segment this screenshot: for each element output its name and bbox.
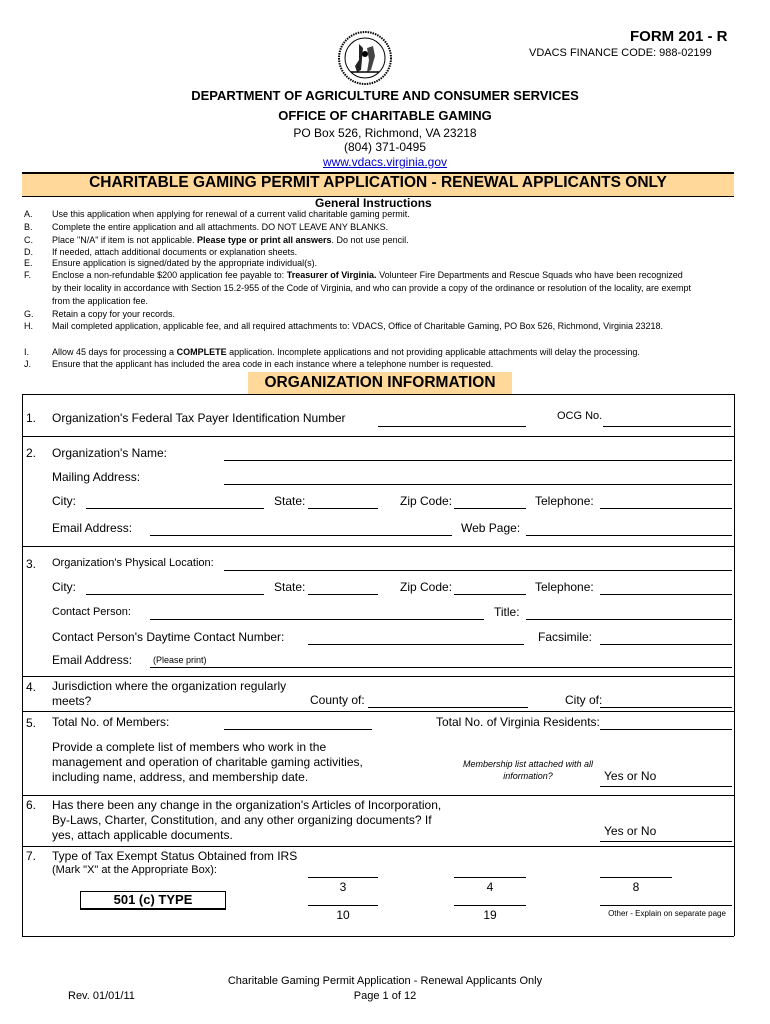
facsimile-label: Facsimile: [538,630,593,644]
state-label: State: [274,494,306,508]
contact-label: Contact Person: [52,606,131,618]
members-line3: including name, address, and membership date. [52,770,309,784]
cityof-label: City of: [565,693,603,707]
instr-letter: B. [24,222,33,232]
va-residents-label: Total No. of Virginia Residents: [436,715,600,729]
q1-label: Organization's Federal Tax Payer Identification Number [52,411,346,425]
membership-yes-no-input[interactable] [600,786,732,787]
type-3-checkbox[interactable] [308,877,378,878]
city-input[interactable] [86,508,264,509]
frame-left [22,394,23,936]
q5-number: 5. [26,716,37,730]
total-members-input[interactable] [224,729,372,730]
instructions-heading: General Instructions [315,196,432,210]
instr-letter: E. [24,258,33,268]
attached-line1: Membership list attached with all [462,759,594,769]
q5-label: Total No. of Members: [52,715,170,729]
mailing-address-input[interactable] [224,484,732,485]
state-input[interactable] [308,508,378,509]
frame-bottom [22,936,734,937]
finance-code: VDACS FINANCE CODE: 988-02199 [529,47,712,59]
divider [22,795,734,796]
mailing-label: Mailing Address: [52,470,141,484]
office-name: OFFICE OF CHARITABLE GAMING [278,108,492,123]
yes-no-label: Yes or No [604,769,657,783]
webpage-label: Web Page: [461,521,521,535]
q2-name-label: Organization's Name: [52,446,168,460]
phys-city-input[interactable] [86,594,264,595]
contact-email-label: Email Address: [52,653,133,667]
office-phone: (804) 371-0495 [343,140,427,154]
q6-number: 6. [26,798,37,812]
org-name-input[interactable] [224,460,732,461]
zip-input[interactable] [454,508,526,509]
telephone-label: Telephone: [535,494,594,508]
email-input[interactable] [150,535,452,536]
type-10-checkbox[interactable] [308,905,378,906]
contact-phone-input[interactable] [308,644,524,645]
instr-letter: G. [24,309,34,319]
q7-line2: (Mark "X" at the Appropriate Box): [52,864,217,876]
divider [22,436,734,437]
q4-number: 4. [26,680,37,694]
type-4-checkbox[interactable] [454,877,526,878]
state-label: State: [274,580,306,594]
q3-label: Organization's Physical Location: [52,557,214,569]
form-number: FORM 201 - R [630,28,728,45]
ocg-input[interactable] [603,426,731,427]
facsimile-input[interactable] [600,644,732,645]
footer-title: Charitable Gaming Permit Application - Renewal Applicants Only [227,975,543,987]
phys-state-input[interactable] [308,594,378,595]
ocg-label: OCG No. [557,410,603,422]
divider [22,394,734,395]
page-number: Page 1 of 12 [353,990,417,1002]
instr-letter: C. [24,235,33,245]
q2-number: 2. [26,446,37,460]
please-print-hint: (Please print) [153,655,207,665]
frame-right [734,394,735,936]
office-address: PO Box 526, Richmond, VA 23218 [293,126,477,140]
city-label: City: [52,494,76,508]
instr-letter: H. [24,321,33,331]
instr-j: Ensure that the applicant has included the area code in each instance where a telephone number is requested. [52,359,494,369]
type-other-checkbox[interactable] [600,905,732,906]
zip-label: Zip Code: [400,580,453,594]
divider [22,546,734,547]
fein-input[interactable] [378,426,526,427]
zip-label: Zip Code: [400,494,453,508]
instr-f-line3: from the application fee. [52,296,149,306]
instr-letter: J. [24,359,32,369]
type-box: 501 (c) TYPE [80,891,226,910]
instr-g: Retain a copy for your records. [52,309,176,319]
cityof-input[interactable] [600,707,732,708]
yes-no-label: Yes or No [604,824,657,838]
county-label: County of: [310,693,365,707]
q7-line1: Type of Tax Exempt Status Obtained from IRS [52,849,298,863]
contact-phone-label: Contact Person's Daytime Contact Number: [52,630,285,644]
physical-location-input[interactable] [224,570,732,571]
type-8-label: 8 [632,880,640,894]
instr-f-line2: by their locality in accordance with Section 15.2-955 of the Code of Virginia, and who can provide a copy of the ordinance or resolution of the locality, are exempt [52,283,692,293]
website-link[interactable]: www.vdacs.virginia.gov [322,155,448,169]
members-line1: Provide a complete list of members who work in the [52,740,327,754]
telephone-input[interactable] [600,508,732,509]
email-label: Email Address: [52,521,133,535]
instr-letter: F. [24,270,32,280]
type-19-label: 19 [483,908,497,922]
q3-number: 3. [26,557,37,571]
q4-label-line2: meets? [52,694,92,708]
state-seal-icon [337,30,393,86]
webpage-input[interactable] [526,535,732,536]
title-label: Title: [494,605,520,619]
org-section-title: ORGANIZATION INFORMATION [264,374,496,391]
instr-e: Ensure application is signed/dated by the appropriate individual(s). [52,258,318,268]
instr-i: Allow 45 days for processing a COMPLETE application. Incomplete applications and not providing applicable attachments will delay the processing. [52,347,640,357]
q6-line3: yes, attach applicable documents. [52,828,233,842]
dept-name: DEPARTMENT OF AGRICULTURE AND CONSUMER SERVICES [191,88,579,103]
divider [22,711,734,712]
phys-zip-input[interactable] [454,594,526,595]
type-3-label: 3 [339,880,347,894]
changes-yes-no-input[interactable] [600,841,732,842]
telephone-label: Telephone: [535,580,594,594]
instr-a: Use this application when applying for renewal of a current valid charitable gaming permit. [52,209,410,219]
attached-line2: information? [503,771,553,781]
instr-letter: A. [24,209,33,219]
phys-telephone-input[interactable] [600,594,732,595]
members-line2: management and operation of charitable gaming activities, [52,755,363,769]
city-label: City: [52,580,76,594]
instr-c: Place "N/A" if item is not applicable. Please type or print all answers. Do not use pencil. [52,235,409,245]
instr-f: Enclose a non-refundable $200 application fee payable to: Treasurer of Virginia. Volunteer Fire Departments and Rescue Squads who have been recognized [52,270,683,280]
type-10-label: 10 [336,908,350,922]
instr-letter: D. [24,247,33,257]
type-other-label: Other - Explain on separate page [608,909,726,918]
q1-number: 1. [26,411,37,425]
instr-h: Mail completed application, applicable fee, and all required attachments to: VDACS, Office of Charitable Gaming, PO Box 526, Richmond, Virginia 23218. [52,321,664,331]
type-19-checkbox[interactable] [454,905,526,906]
county-input[interactable] [368,707,528,708]
instr-b: Complete the entire application and all attachments. DO NOT LEAVE ANY BLANKS. [52,222,389,232]
type-8-checkbox[interactable] [600,877,672,878]
divider [22,676,734,677]
contact-person-input[interactable] [150,619,484,620]
contact-title-input[interactable] [526,619,732,620]
va-residents-input[interactable] [600,729,732,730]
contact-email-input[interactable] [150,667,732,668]
instr-letter: I. [24,347,30,357]
q4-label-line1: Jurisdiction where the organization regularly [52,679,287,693]
q6-line2: By-Laws, Charter, Constitution, and any other organizing documents? If [52,813,432,827]
instr-d: If needed, attach additional documents or explanation sheets. [52,247,298,257]
revision-date: Rev. 01/01/11 [68,990,135,1002]
divider [22,846,734,847]
q7-number: 7. [26,849,37,863]
q6-line1: Has there been any change in the organization's Articles of Incorporation, [52,798,442,812]
form-title: CHARITABLE GAMING PERMIT APPLICATION - RENEWAL APPLICANTS ONLY [89,174,667,191]
type-4-label: 4 [486,880,494,894]
